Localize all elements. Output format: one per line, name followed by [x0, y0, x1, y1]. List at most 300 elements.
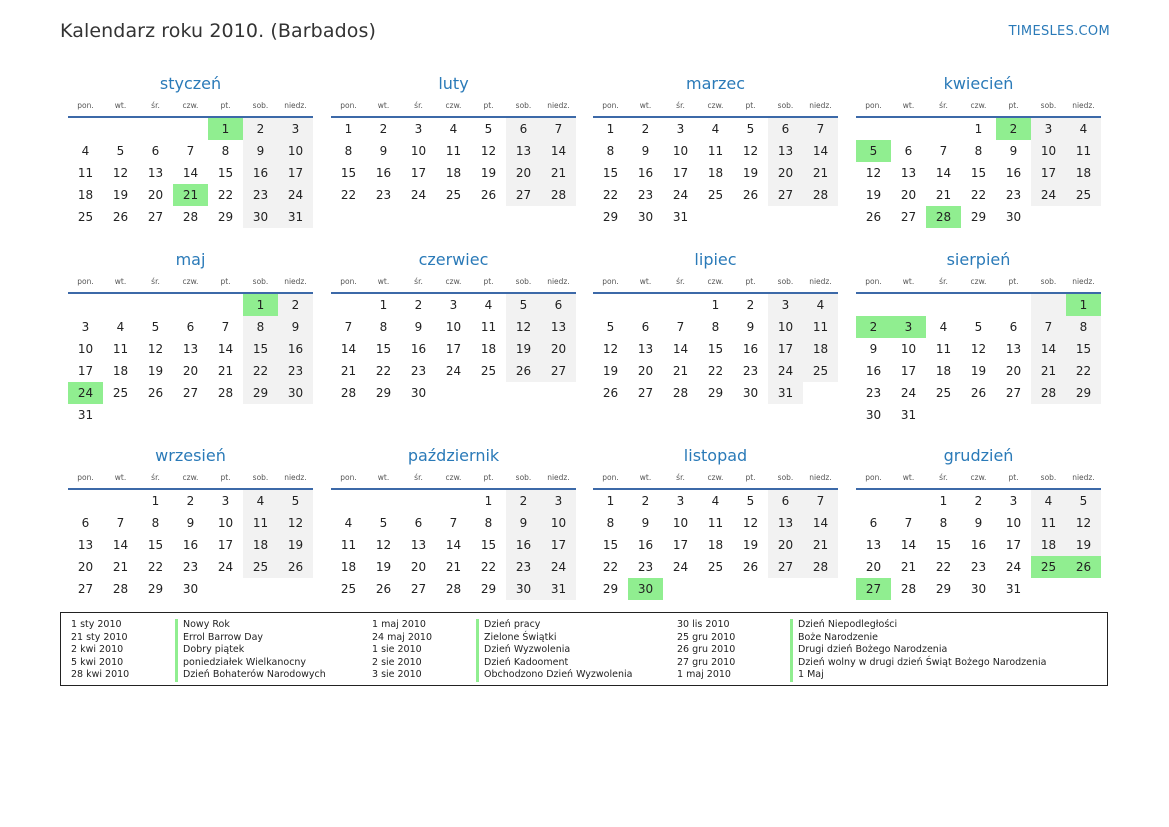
empty-day — [891, 294, 926, 316]
holiday-day: 1 — [208, 118, 243, 140]
calendar-day: 20 — [77, 560, 94, 574]
day-grid — [593, 294, 838, 404]
calendar-day: 6 — [768, 490, 803, 512]
calendar-day: 14 — [541, 140, 576, 162]
weekday-header — [331, 274, 576, 290]
calendar-day: 17 — [77, 364, 94, 378]
holiday-date: 1 maj 2010 — [677, 669, 731, 680]
holiday-date: 2 kwi 2010 — [71, 644, 124, 655]
calendar-day: 27 — [637, 386, 654, 400]
weekday-label: pon. — [602, 473, 619, 482]
calendar-day: 1 — [484, 494, 493, 508]
calendar-day: 9 — [641, 144, 650, 158]
calendar-day: 9 — [243, 140, 278, 162]
calendar-day: 1 — [939, 494, 948, 508]
calendar-day: 11 — [243, 512, 278, 534]
calendar-day: 21 — [112, 560, 129, 574]
calendar-day: 13 — [410, 538, 427, 552]
weekday-label: pon. — [602, 101, 619, 110]
empty-day — [698, 578, 733, 600]
holiday-day: 1 — [1066, 294, 1101, 316]
calendar-day: 15 — [935, 538, 952, 552]
calendar-day: 4 — [1031, 490, 1066, 512]
site-link[interactable]: TIMESLES.COM — [1008, 24, 1110, 39]
month-block — [331, 249, 576, 404]
calendar-day: 2 — [746, 298, 755, 312]
empty-day — [593, 294, 628, 316]
empty-day — [1066, 206, 1101, 228]
calendar-day: 26 — [147, 386, 164, 400]
weekday-label: czw. — [445, 473, 462, 482]
calendar-day: 9 — [506, 512, 541, 534]
calendar-day: 3 — [81, 320, 90, 334]
empty-day — [208, 578, 243, 600]
calendar-day: 19 — [970, 364, 987, 378]
calendar-day: 14 — [445, 538, 462, 552]
weekday-label: śr. — [676, 101, 685, 110]
calendar-day: 29 — [217, 210, 234, 224]
calendar-day: 3 — [676, 122, 685, 136]
calendar-day: 5 — [484, 122, 493, 136]
calendar-day: 26 — [278, 556, 313, 578]
month-block — [68, 73, 313, 228]
calendar-day: 3 — [278, 118, 313, 140]
month-name: wrzesień — [155, 446, 226, 465]
calendar-day: 31 — [77, 408, 94, 422]
calendar-day: 14 — [900, 538, 917, 552]
calendar-day: 1 — [606, 122, 615, 136]
empty-day — [926, 118, 961, 140]
calendar-day: 20 — [506, 162, 541, 184]
weekday-label: pt. — [220, 473, 231, 482]
calendar-day: 26 — [970, 386, 987, 400]
holiday-day: 1 — [243, 294, 278, 316]
calendar-day: 1 — [344, 122, 353, 136]
empty-day — [278, 578, 313, 600]
weekday-label: wt. — [902, 277, 915, 286]
day-grid — [856, 490, 1101, 600]
calendar-day: 30 — [637, 210, 654, 224]
weekday-label: wt. — [902, 473, 915, 482]
calendar-day: 7 — [344, 320, 353, 334]
weekday-label: wt. — [902, 101, 915, 110]
holiday-date: 5 kwi 2010 — [71, 656, 124, 668]
calendar-day: 6 — [151, 144, 160, 158]
calendar-day: 18 — [480, 342, 497, 356]
calendar-day: 10 — [217, 516, 234, 530]
day-grid — [856, 294, 1101, 426]
calendar-day: 12 — [278, 512, 313, 534]
calendar-day: 15 — [217, 166, 234, 180]
calendar-day: 18 — [803, 338, 838, 360]
calendar-day: 15 — [602, 166, 619, 180]
calendar-day: 15 — [340, 166, 357, 180]
calendar-day: 6 — [869, 516, 878, 530]
calendar-day: 27 — [506, 184, 541, 206]
calendar-day: 13 — [541, 316, 576, 338]
calendar-day: 24 — [672, 560, 689, 574]
weekday-label: wt. — [114, 473, 127, 482]
empty-day — [856, 118, 891, 140]
calendar-day: 24 — [541, 556, 576, 578]
weekday-label: niedz. — [1072, 473, 1095, 482]
calendar-day: 4 — [81, 144, 90, 158]
empty-day — [996, 294, 1031, 316]
calendar-day: 19 — [278, 534, 313, 556]
calendar-day: 10 — [77, 342, 94, 356]
empty-day — [68, 118, 103, 140]
holiday-day: 27 — [856, 578, 891, 600]
calendar-day: 4 — [711, 122, 720, 136]
empty-day — [698, 206, 733, 228]
weekday-header — [68, 98, 313, 114]
calendar-day: 25 — [803, 360, 838, 382]
weekday-label: czw. — [707, 277, 724, 286]
holiday-name: Dzień Bohaterów Narodowych — [175, 669, 326, 682]
calendar-day: 24 — [410, 188, 427, 202]
weekday-label: niedz. — [284, 277, 307, 286]
empty-day — [173, 404, 208, 426]
weekday-label: sob. — [515, 101, 532, 110]
calendar-day: 21 — [217, 364, 234, 378]
calendar-day: 15 — [480, 538, 497, 552]
holiday-date: 26 gru 2010 — [677, 644, 736, 655]
holiday-date: 1 maj 2010 — [372, 619, 426, 630]
holiday-date: 25 gru 2010 — [677, 631, 736, 643]
calendar-day: 22 — [970, 188, 987, 202]
calendar-day: 13 — [900, 166, 917, 180]
weekday-label: sob. — [777, 277, 794, 286]
calendar-day: 17 — [541, 534, 576, 556]
empty-day — [628, 294, 663, 316]
calendar-day: 22 — [602, 560, 619, 574]
empty-day — [996, 404, 1031, 426]
calendar-day: 6 — [414, 516, 423, 530]
calendar-day: 27 — [900, 210, 917, 224]
calendar-day: 9 — [1009, 144, 1018, 158]
calendar-day: 3 — [676, 494, 685, 508]
calendar-day: 7 — [221, 320, 230, 334]
holiday-day: 30 — [628, 578, 663, 600]
empty-day — [103, 294, 138, 316]
weekday-header — [68, 470, 313, 486]
calendar-day: 23 — [637, 560, 654, 574]
calendar-day: 23 — [182, 560, 199, 574]
calendar-day: 12 — [480, 144, 497, 158]
empty-day — [173, 118, 208, 140]
calendar-day: 23 — [865, 386, 882, 400]
empty-day — [856, 294, 891, 316]
weekday-label: pon. — [77, 473, 94, 482]
calendar-day: 12 — [1066, 512, 1101, 534]
calendar-day: 26 — [602, 386, 619, 400]
weekday-label: czw. — [970, 277, 987, 286]
calendar-day: 23 — [243, 184, 278, 206]
calendar-day: 20 — [900, 188, 917, 202]
calendar-day: 5 — [278, 490, 313, 512]
holiday-date: 21 sty 2010 — [71, 631, 128, 643]
empty-day — [243, 578, 278, 600]
calendar-day: 21 — [340, 364, 357, 378]
calendar-day: 18 — [243, 534, 278, 556]
calendar-day: 31 — [672, 210, 689, 224]
calendar-day: 26 — [742, 560, 759, 574]
calendar-day: 31 — [541, 578, 576, 600]
calendar-day: 12 — [375, 538, 392, 552]
calendar-day: 15 — [147, 538, 164, 552]
weekday-label: śr. — [414, 473, 423, 482]
calendar-day: 9 — [641, 516, 650, 530]
day-grid — [68, 118, 313, 228]
calendar-day: 31 — [278, 206, 313, 228]
calendar-day: 8 — [939, 516, 948, 530]
calendar-day: 20 — [541, 338, 576, 360]
calendar-day: 2 — [186, 494, 195, 508]
holiday-date: 1 sie 2010 — [372, 644, 422, 655]
weekday-label: śr. — [151, 101, 160, 110]
weekday-label: pt. — [745, 473, 756, 482]
calendar-day: 28 — [112, 582, 129, 596]
calendar-day: 24 — [900, 386, 917, 400]
calendar-day: 30 — [243, 206, 278, 228]
calendar-day: 30 — [970, 582, 987, 596]
weekday-label: śr. — [676, 277, 685, 286]
calendar-day: 29 — [375, 386, 392, 400]
day-grid — [593, 118, 838, 228]
calendar-day: 3 — [768, 294, 803, 316]
empty-day — [278, 404, 313, 426]
weekday-label: niedz. — [809, 101, 832, 110]
calendar-day: 8 — [151, 516, 160, 530]
calendar-day: 5 — [151, 320, 160, 334]
calendar-day: 23 — [410, 364, 427, 378]
month-block — [68, 249, 313, 426]
calendar-day: 11 — [1031, 512, 1066, 534]
calendar-day: 25 — [445, 188, 462, 202]
calendar-day: 23 — [637, 188, 654, 202]
calendar-day: 24 — [1005, 560, 1022, 574]
calendar-day: 20 — [147, 188, 164, 202]
empty-day — [926, 294, 961, 316]
month-name: kwiecień — [943, 74, 1014, 93]
empty-day — [803, 382, 838, 404]
calendar-day: 25 — [707, 188, 724, 202]
weekday-label: czw. — [970, 473, 987, 482]
holiday-name: Dzień Wyzwolenia — [476, 644, 570, 657]
weekday-header — [593, 98, 838, 114]
weekday-label: śr. — [939, 277, 948, 286]
calendar-day: 29 — [480, 582, 497, 596]
weekday-label: pon. — [340, 277, 357, 286]
calendar-day: 22 — [480, 560, 497, 574]
calendar-day: 25 — [112, 386, 129, 400]
calendar-day: 10 — [541, 512, 576, 534]
calendar-day: 13 — [637, 342, 654, 356]
calendar-day: 20 — [1005, 364, 1022, 378]
calendar-day: 10 — [768, 316, 803, 338]
calendar-day: 29 — [602, 210, 619, 224]
weekday-label: pt. — [483, 101, 494, 110]
calendar-day: 5 — [1066, 490, 1101, 512]
calendar-day: 30 — [410, 386, 427, 400]
weekday-label: czw. — [707, 473, 724, 482]
calendar-day: 17 — [900, 364, 917, 378]
holiday-name: 1 Maj — [790, 669, 824, 682]
weekday-header — [856, 470, 1101, 486]
month-name: czerwiec — [418, 250, 489, 269]
calendar-day: 14 — [803, 140, 838, 162]
calendar-day: 13 — [865, 538, 882, 552]
month-name: grudzień — [943, 446, 1014, 465]
day-grid — [331, 490, 576, 600]
calendar-day: 22 — [340, 188, 357, 202]
calendar-day: 18 — [1031, 534, 1066, 556]
weekday-label: pt. — [745, 277, 756, 286]
holiday-day: 21 — [173, 184, 208, 206]
calendar-day: 22 — [935, 560, 952, 574]
calendar-day: 1 — [606, 494, 615, 508]
calendar-day: 22 — [707, 364, 724, 378]
calendar-day: 27 — [541, 360, 576, 382]
calendar-day: 4 — [344, 516, 353, 530]
calendar-day: 28 — [182, 210, 199, 224]
calendar-day: 15 — [602, 538, 619, 552]
calendar-day: 5 — [606, 320, 615, 334]
calendar-day: 6 — [768, 118, 803, 140]
calendar-day: 1 — [711, 298, 720, 312]
calendar-day: 31 — [900, 408, 917, 422]
calendar-day: 4 — [1066, 118, 1101, 140]
calendar-day: 25 — [707, 560, 724, 574]
calendar-day: 22 — [602, 188, 619, 202]
weekday-label: pt. — [220, 101, 231, 110]
calendar-day: 11 — [707, 144, 724, 158]
weekday-label: pt. — [220, 277, 231, 286]
empty-day — [1031, 578, 1066, 600]
calendar-day: 23 — [375, 188, 392, 202]
calendar-day: 27 — [1005, 386, 1022, 400]
calendar-day: 9 — [186, 516, 195, 530]
weekday-label: śr. — [151, 473, 160, 482]
empty-day — [103, 490, 138, 512]
calendar-day: 8 — [379, 320, 388, 334]
calendar-day: 31 — [1005, 582, 1022, 596]
holiday-date: 1 sty 2010 — [71, 619, 122, 630]
calendar-day: 20 — [768, 162, 803, 184]
calendar-day: 7 — [1031, 316, 1066, 338]
calendar-day: 17 — [278, 162, 313, 184]
calendar-day: 23 — [506, 556, 541, 578]
calendar-day: 9 — [746, 320, 755, 334]
calendar-day: 24 — [768, 360, 803, 382]
empty-day — [961, 404, 996, 426]
calendar-day: 29 — [147, 582, 164, 596]
calendar-day: 17 — [672, 166, 689, 180]
weekday-label: śr. — [414, 101, 423, 110]
calendar-day: 13 — [147, 166, 164, 180]
calendar-day: 23 — [970, 560, 987, 574]
calendar-day: 29 — [970, 210, 987, 224]
weekday-label: śr. — [939, 101, 948, 110]
calendar-day: 23 — [742, 364, 759, 378]
weekday-label: śr. — [939, 473, 948, 482]
empty-day — [1031, 404, 1066, 426]
empty-day — [733, 578, 768, 600]
weekday-label: czw. — [445, 277, 462, 286]
calendar-day: 10 — [1031, 140, 1066, 162]
calendar-day: 8 — [974, 144, 983, 158]
calendar-day: 10 — [900, 342, 917, 356]
calendar-day: 27 — [410, 582, 427, 596]
calendar-day: 13 — [77, 538, 94, 552]
weekday-label: sob. — [1040, 277, 1057, 286]
calendar-day: 23 — [278, 360, 313, 382]
calendar-day: 14 — [112, 538, 129, 552]
calendar-day: 11 — [707, 516, 724, 530]
calendar-day: 29 — [602, 582, 619, 596]
calendar-day: 13 — [506, 140, 541, 162]
calendar-day: 3 — [449, 298, 458, 312]
month-name: styczeń — [159, 74, 222, 93]
calendar-day: 16 — [970, 538, 987, 552]
calendar-day: 13 — [768, 140, 803, 162]
calendar-day: 21 — [803, 162, 838, 184]
empty-day — [891, 118, 926, 140]
month-name: październik — [407, 446, 500, 465]
calendar-day: 16 — [865, 364, 882, 378]
calendar-day: 13 — [182, 342, 199, 356]
calendar-day: 22 — [243, 360, 278, 382]
empty-day — [208, 404, 243, 426]
holiday-name: Obchodzono Dzień Wyzwolenia — [476, 669, 632, 682]
calendar-day: 16 — [637, 538, 654, 552]
calendar-day: 6 — [186, 320, 195, 334]
day-grid — [331, 118, 576, 206]
calendar-day: 19 — [480, 166, 497, 180]
calendar-day: 17 — [1005, 538, 1022, 552]
calendar-day: 24 — [445, 364, 462, 378]
empty-day — [366, 490, 401, 512]
weekday-label: czw. — [182, 101, 199, 110]
weekday-label: pon. — [602, 277, 619, 286]
weekday-label: pon. — [77, 101, 94, 110]
calendar-day: 11 — [935, 342, 952, 356]
weekday-label: niedz. — [1072, 101, 1095, 110]
empty-day — [1066, 404, 1101, 426]
calendar-day: 17 — [410, 166, 427, 180]
calendar-day: 12 — [506, 316, 541, 338]
holiday-day: 25 — [1031, 556, 1066, 578]
weekday-label: czw. — [970, 101, 987, 110]
calendar-day: 26 — [480, 188, 497, 202]
calendar-day: 24 — [1031, 184, 1066, 206]
weekday-label: śr. — [676, 473, 685, 482]
weekday-label: niedz. — [809, 277, 832, 286]
calendar-day: 30 — [1005, 210, 1022, 224]
empty-day — [436, 382, 471, 404]
calendar-day: 29 — [243, 382, 278, 404]
calendar-day: 12 — [970, 342, 987, 356]
calendar-day: 16 — [243, 162, 278, 184]
empty-day — [891, 490, 926, 512]
calendar-day: 5 — [746, 122, 755, 136]
calendar-day: 13 — [768, 512, 803, 534]
calendar-day: 11 — [340, 538, 357, 552]
month-name: luty — [438, 74, 469, 93]
calendar-day: 11 — [445, 144, 462, 158]
calendar-day: 16 — [375, 166, 392, 180]
calendar-day: 23 — [1005, 188, 1022, 202]
